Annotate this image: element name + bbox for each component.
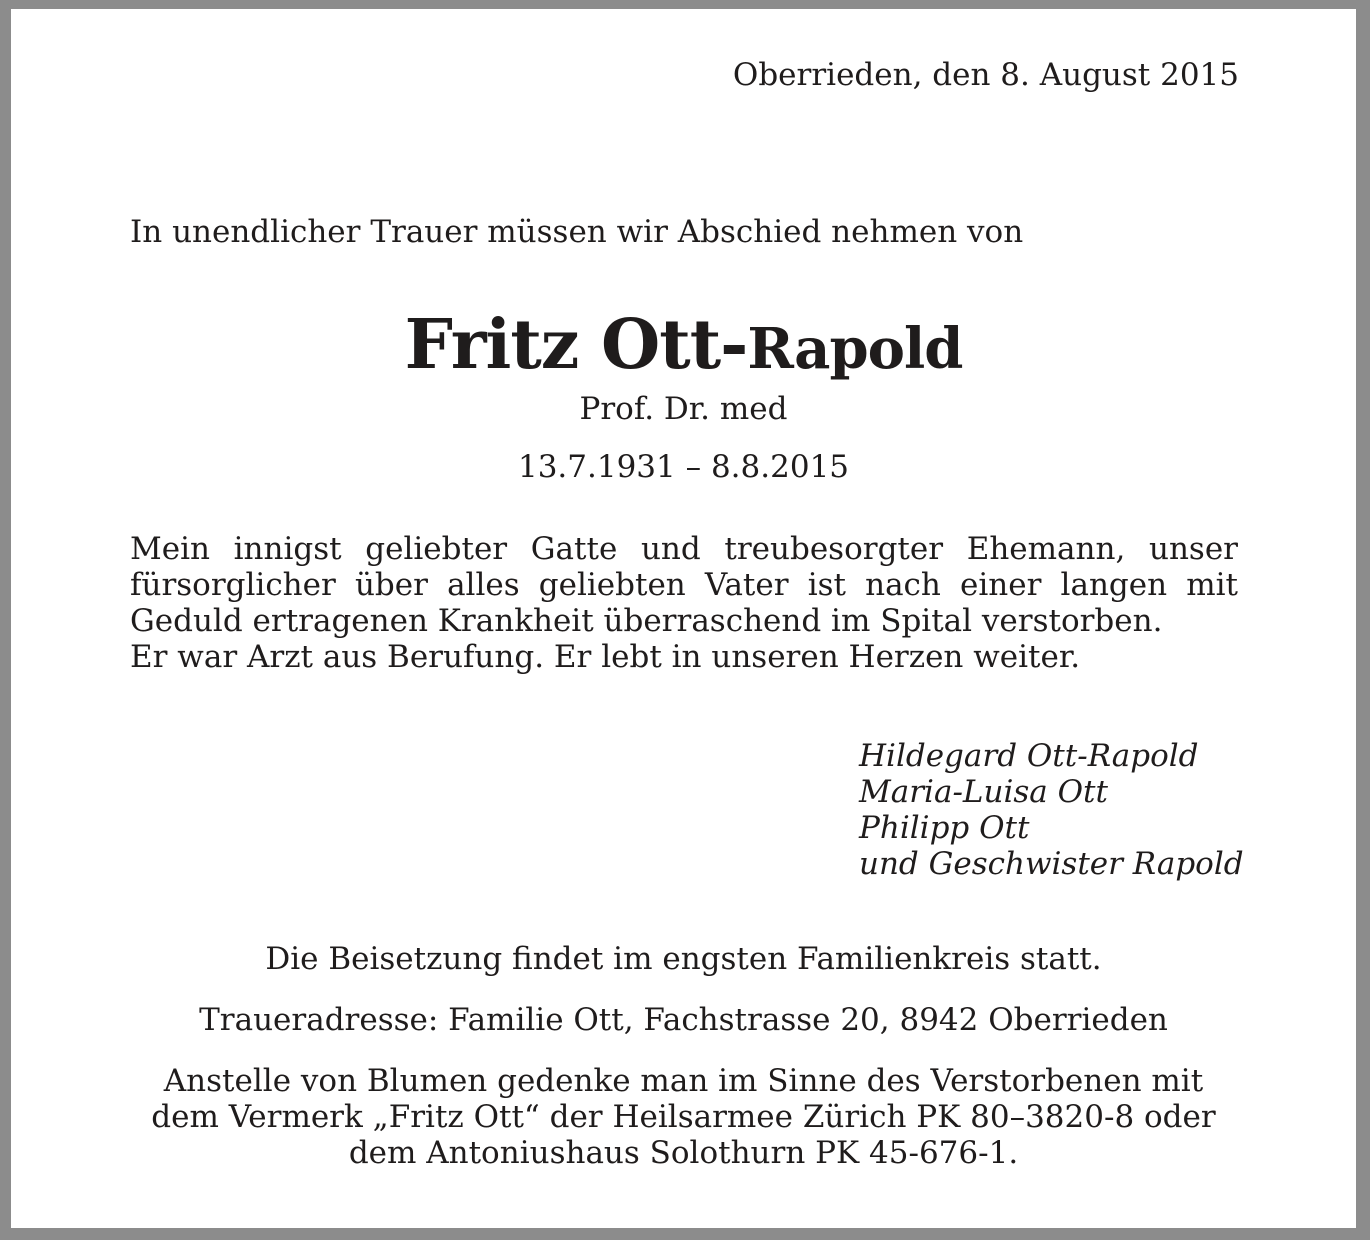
signatures-block <box>859 738 1244 882</box>
donation-notice <box>11 1063 1356 1171</box>
burial-notice: Die Beisetzung findet im engsten Familienkreis statt. <box>265 941 1102 977</box>
signature-name: und Geschwister Rapold <box>859 846 1244 882</box>
deceased-name-second: Rapold <box>747 316 963 382</box>
obituary-page <box>11 9 1356 1228</box>
deceased-name-first: Fritz Ott- <box>404 305 748 385</box>
message-line: Geduld ertragenen Krankheit überraschend im Spital verstorben. <box>130 603 1163 639</box>
memorial-message <box>130 531 1238 675</box>
message-line: Er war Arzt aus Berufung. Er lebt in unseren Herzen weiter. <box>130 639 1081 675</box>
deceased-name <box>11 307 1356 395</box>
donation-line: Anstelle von Blumen gedenke man im Sinne des Verstorbenen mit <box>163 1063 1204 1099</box>
donation-line: dem Antoniushaus Solothurn PK 45-676-1. <box>348 1135 1019 1171</box>
donation-line: dem Vermerk „Fritz Ott“ der Heilsarmee Zürich PK 80–3820-8 oder <box>151 1099 1216 1135</box>
date-location-line: Oberrieden, den 8. August 2015 <box>732 57 1239 93</box>
academic-title: Prof. Dr. med <box>579 391 788 427</box>
signature-name: Hildegard Ott-Rapold <box>859 738 1199 774</box>
message-line: Mein innigst geliebter Gatte und treubesorgter Ehemann, unser <box>130 531 1238 567</box>
message-line: fürsorglicher über alles geliebten Vater ist nach einer langen mit <box>130 567 1238 603</box>
mourning-address: Traueradresse: Familie Ott, Fachstrasse 20, 8942 Oberrieden <box>199 1002 1168 1038</box>
signature-name: Maria-Luisa Ott <box>859 774 1108 810</box>
life-dates: 13.7.1931 – 8.8.2015 <box>517 449 850 485</box>
intro-text: In unendlicher Trauer müssen wir Abschied nehmen von <box>130 214 1024 250</box>
signature-name: Philipp Ott <box>859 810 1030 846</box>
